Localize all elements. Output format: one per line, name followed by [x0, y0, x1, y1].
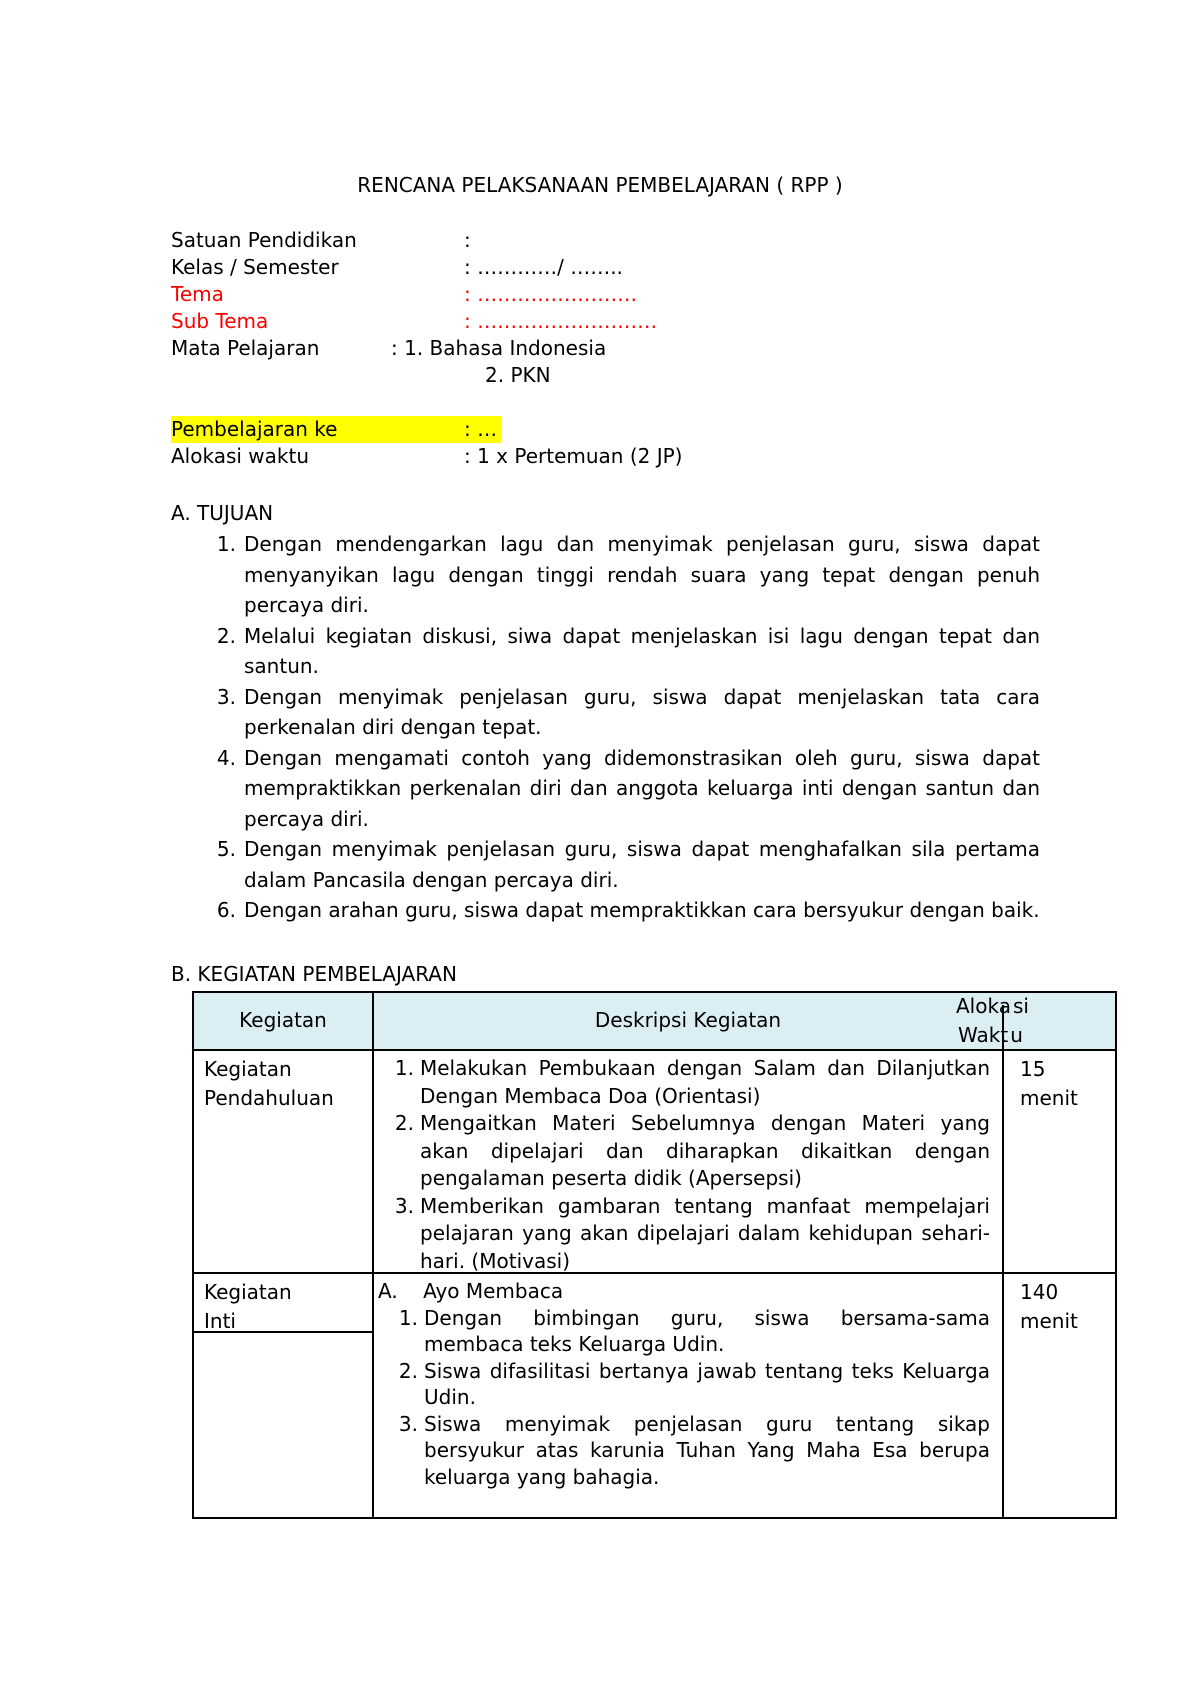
mapel-value-1: : 1. Bahasa Indonesia	[391, 336, 607, 360]
list-item	[172, 743, 1040, 835]
alokasi-value: : 1 x Pertemuan (2 JP)	[464, 444, 683, 468]
row1-kegiatan-line: Pendahuluan	[204, 1086, 334, 1110]
row2-kegiatan-line: Kegiatan	[204, 1280, 292, 1304]
list-item-text: Dengan arahan guru, siswa dapat mempraktikkan cara bersyukur dengan baik.	[244, 898, 1040, 922]
list-item-text: Dengan bimbingan guru, siswa bersama-sama membaca teks Keluarga Udin.	[424, 1305, 990, 1356]
row1-waktu-unit: menit	[1020, 1086, 1078, 1110]
row1-kegiatan-line: Kegiatan	[204, 1057, 292, 1081]
row1-waktu	[1020, 1055, 1078, 1113]
list-item-text: Memberikan gambaran tentang manfaat mempelajari pelajaran yang akan dipelajari dalam kehidupan sehari-hari. (Motivasi)	[420, 1193, 990, 1273]
list-item	[172, 621, 1040, 682]
kelas-label: Kelas / Semester	[171, 255, 339, 279]
row2-waktu	[1020, 1278, 1078, 1336]
list-item-number: 4.	[216, 745, 236, 770]
header-alokasi-part: si	[1012, 994, 1029, 1018]
list-item-text: Siswa difasilitasi bertanya jawab tentang teks Keluarga Udin.	[424, 1358, 990, 1409]
header-alokasi-part: Aloka	[956, 994, 1011, 1018]
column-divider	[372, 993, 374, 1517]
list-item	[172, 834, 1040, 895]
row1-waktu-value: 15	[1020, 1057, 1046, 1081]
header-deskripsi: Deskripsi Kegiatan	[594, 1008, 782, 1032]
list-item-number: 6.	[216, 898, 236, 922]
list-item-number: 2.	[394, 1111, 414, 1135]
header-waktu	[958, 1021, 1023, 1050]
row2-waktu-value: 140	[1020, 1280, 1059, 1304]
list-item-number: 2.	[216, 623, 236, 648]
list-item-text: Melalui kegiatan diskusi, siwa dapat menjelaskan isi lagu dengan tepat dan santun.	[244, 623, 1040, 678]
list-item-text: Dengan menyimak penjelasan guru, siswa dapat menghafalkan sila pertama dalam Pancasila dengan percaya diri.	[244, 837, 1040, 892]
list-item-number: 2.	[398, 1358, 418, 1383]
list-item	[388, 1193, 990, 1276]
header-waktu-part: u	[1010, 1023, 1023, 1047]
list-item	[388, 1110, 990, 1193]
list-item-number: 1.	[216, 532, 236, 556]
list-item-number: 3.	[394, 1193, 414, 1218]
tema-label: Tema	[171, 282, 224, 306]
header-alokasi	[956, 992, 1029, 1021]
row1-kegiatan	[204, 1055, 334, 1113]
list-item-text: Dengan mengamati contoh yang didemonstrasikan oleh guru, siswa dapat mempraktikkan perkenalan diri dan anggota keluarga inti dengan santun dan percaya diri.	[244, 745, 1040, 831]
page-title: RENCANA PELAKSANAAN PEMBELAJARAN ( RPP )	[357, 173, 843, 197]
list-item	[392, 1305, 990, 1358]
row2-kegiatan-line: Inti	[204, 1309, 236, 1333]
section-b-heading: B. KEGIATAN PEMBELAJARAN	[171, 962, 457, 986]
row2-deskripsi	[378, 1278, 990, 1490]
activities-table	[192, 991, 1117, 1519]
list-item	[388, 1055, 990, 1110]
list-item-text: Melakukan Pembukaan dengan Salam dan Dilanjutkan Dengan Membaca Doa (Orientasi)	[420, 1056, 990, 1108]
row2-kegiatan	[204, 1278, 292, 1336]
objectives-list	[172, 529, 1040, 926]
row1-deskripsi	[388, 1055, 990, 1275]
row2-waktu-unit: menit	[1020, 1309, 1078, 1333]
list-item	[172, 895, 1040, 926]
satuan-value: :	[464, 228, 471, 252]
pembelajaran-value: : …	[464, 416, 501, 443]
list-item	[172, 682, 1040, 743]
list-item-text: Mengaitkan Materi Sebelumnya dengan Materi yang akan dipelajari dan diharapkan dikaitkan dengan pengalaman peserta didik (Apersepsi)	[420, 1111, 990, 1190]
list-item	[392, 1358, 990, 1411]
header-kegiatan: Kegiatan	[239, 1008, 327, 1032]
kelas-value: : …………/ ……..	[464, 255, 623, 279]
column-divider	[1002, 1005, 1004, 1517]
list-item-text: Siswa menyimak penjelasan guru tentang sikap bersyukur atas karunia Tuhan Yang Maha Esa berupa keluarga yang bahagia.	[424, 1411, 990, 1489]
tema-value: : ……………………	[464, 282, 638, 306]
mapel-label: Mata Pelajaran	[171, 336, 320, 360]
header-waktu-part: Wakt	[958, 1023, 1009, 1047]
subtema-value: : ………………………	[464, 309, 658, 333]
list-item-number: 3.	[398, 1411, 418, 1436]
list-item-text: Dengan menyimak penjelasan guru, siswa dapat menjelaskan tata cara perkenalan diri dengan tepat.	[244, 684, 1040, 739]
row2-items	[378, 1305, 990, 1491]
list-item-number: 3.	[216, 684, 236, 709]
pembelajaran-label: Pembelajaran ke	[171, 416, 464, 443]
list-item	[172, 529, 1040, 621]
satuan-label: Satuan Pendidikan	[171, 228, 357, 252]
list-item-text: Dengan mendengarkan lagu dan menyimak penjelasan guru, siswa dapat menyanyikan lagu dengan tinggi rendah suara yang tepat dengan penuh percaya diri.	[244, 532, 1040, 617]
list-item-number: 1.	[398, 1305, 418, 1330]
list-item-number: 1.	[394, 1056, 414, 1080]
mapel-value-2: 2. PKN	[485, 363, 551, 387]
list-item-number: 5.	[216, 837, 236, 861]
alokasi-label: Alokasi waktu	[171, 444, 310, 468]
list-item	[392, 1411, 990, 1491]
subtema-label: Sub Tema	[171, 309, 269, 333]
row2-subheading: A. Ayo Membaca	[378, 1279, 564, 1303]
section-a-heading: A. TUJUAN	[171, 501, 274, 525]
